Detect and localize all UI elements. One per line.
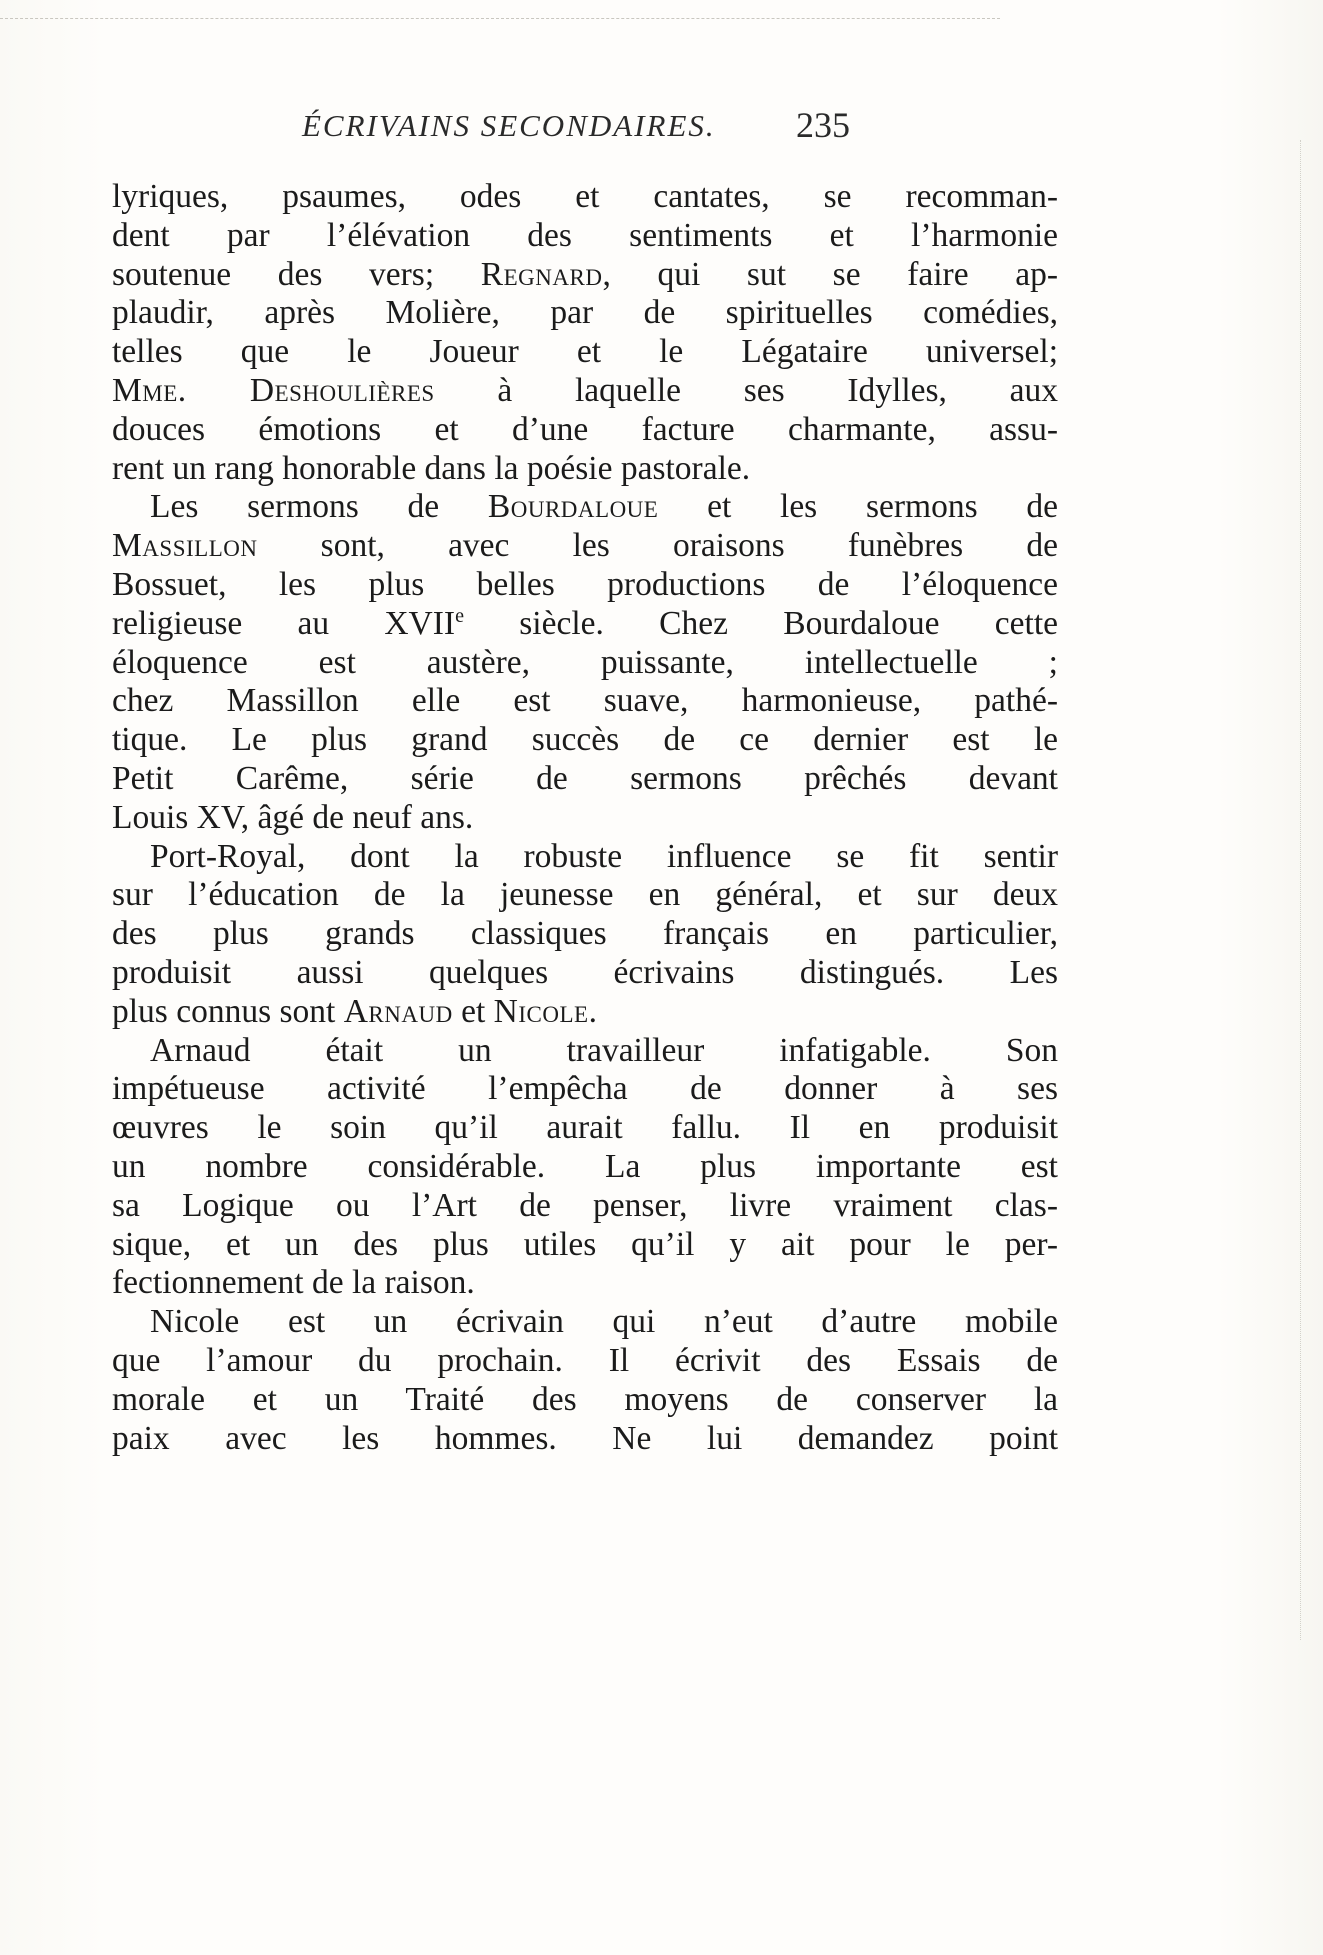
superscript: e [455,604,464,627]
paragraph [112,838,1058,1032]
text-line: dent par l’élévation des sentiments et l’harmonie [112,216,1058,254]
running-title: ÉCRIVAINS SECONDAIRES. [302,108,716,143]
text-line: Nicole est un écrivain qui n’eut d’autre mobile [150,1303,1058,1341]
page-number: 235 [796,105,850,145]
text-line: œuvres le soin qu’il aurait fallu. Il en produisit [112,1109,1058,1147]
text-line: Mme. Deshoulières à laquelle ses Idylles, aux [112,371,1059,409]
text-line: éloquence est austère, puissante, intellectuelle ; [112,643,1058,681]
text-line: des plus grands classiques français en particulier, [112,915,1058,953]
text-line: morale et un Traité des moyens de conserver la [112,1380,1058,1418]
body-text [112,178,1058,1458]
paragraph [112,1303,1058,1458]
paragraph [112,488,1058,837]
text-line: Arnaud était un travailleur infatigable. Son [150,1031,1058,1069]
author-name: Bourdaloue [487,488,659,526]
text-line: rent un rang honorable dans la poésie pastorale. [112,449,751,487]
author-name: Arnaud [343,992,453,1030]
scan-artifact-line [0,18,1000,19]
text-line: Bossuet, les plus belles productions de l’éloquence [112,565,1058,603]
author-name: Mme. Deshoulières [112,371,435,409]
text-line: sique, et un des plus utiles qu’il y ait pour le per- [112,1225,1058,1263]
text-line: Les sermons de Bourdaloue et les sermons de [150,488,1058,526]
text-line: que l’amour du prochain. Il écrivit des Essais de [112,1341,1058,1379]
text-line: Louis XV, âgé de neuf ans. [112,798,474,836]
text-line: plus connus sont Arnaud et Nicole. [112,992,597,1030]
text-line: telles que le Joueur et le Légataire universel; [112,333,1058,371]
author-name: Nicole [493,992,589,1030]
text-line: chez Massillon elle est suave, harmonieuse, pathé- [112,682,1058,720]
running-header [112,105,1072,158]
text-line: Massillon sont, avec les oraisons funèbres de [112,527,1058,565]
text-line: un nombre considérable. La plus importante est [112,1147,1058,1185]
paragraph [112,178,1058,488]
text-line: fectionnement de la raison. [112,1264,475,1302]
paragraph [112,1032,1058,1304]
text-line: lyriques, psaumes, odes et cantates, se recomman- [112,178,1058,215]
text-line: religieuse au XVIIe siècle. Chez Bourdaloue cette [112,604,1058,642]
text-line: plaudir, après Molière, par de spirituelles comédies, [112,294,1058,332]
author-name: Regnard [480,255,603,293]
text-line: sa Logique ou l’Art de penser, livre vraiment clas- [112,1186,1058,1224]
text-line: Petit Carême, série de sermons prêchés devant [112,759,1058,797]
text-line: douces émotions et d’une facture charmante, assu- [112,410,1058,448]
text-line: paix avec les hommes. Ne lui demandez point [112,1419,1058,1457]
author-name: Massillon [112,527,258,565]
page-edge [1300,140,1301,1640]
text-line: tique. Le plus grand succès de ce dernier est le [112,721,1058,759]
text-line: produisit aussi quelques écrivains distingués. Les [112,953,1058,991]
text-line: soutenue des vers; Regnard, qui sut se faire ap- [112,255,1058,293]
text-line: sur l’éducation de la jeunesse en général, et sur deux [112,876,1058,914]
text-line: impétueuse activité l’empêcha de donner à ses [112,1070,1058,1108]
text-line: Port-Royal, dont la robuste influence se fit sentir [150,837,1058,875]
